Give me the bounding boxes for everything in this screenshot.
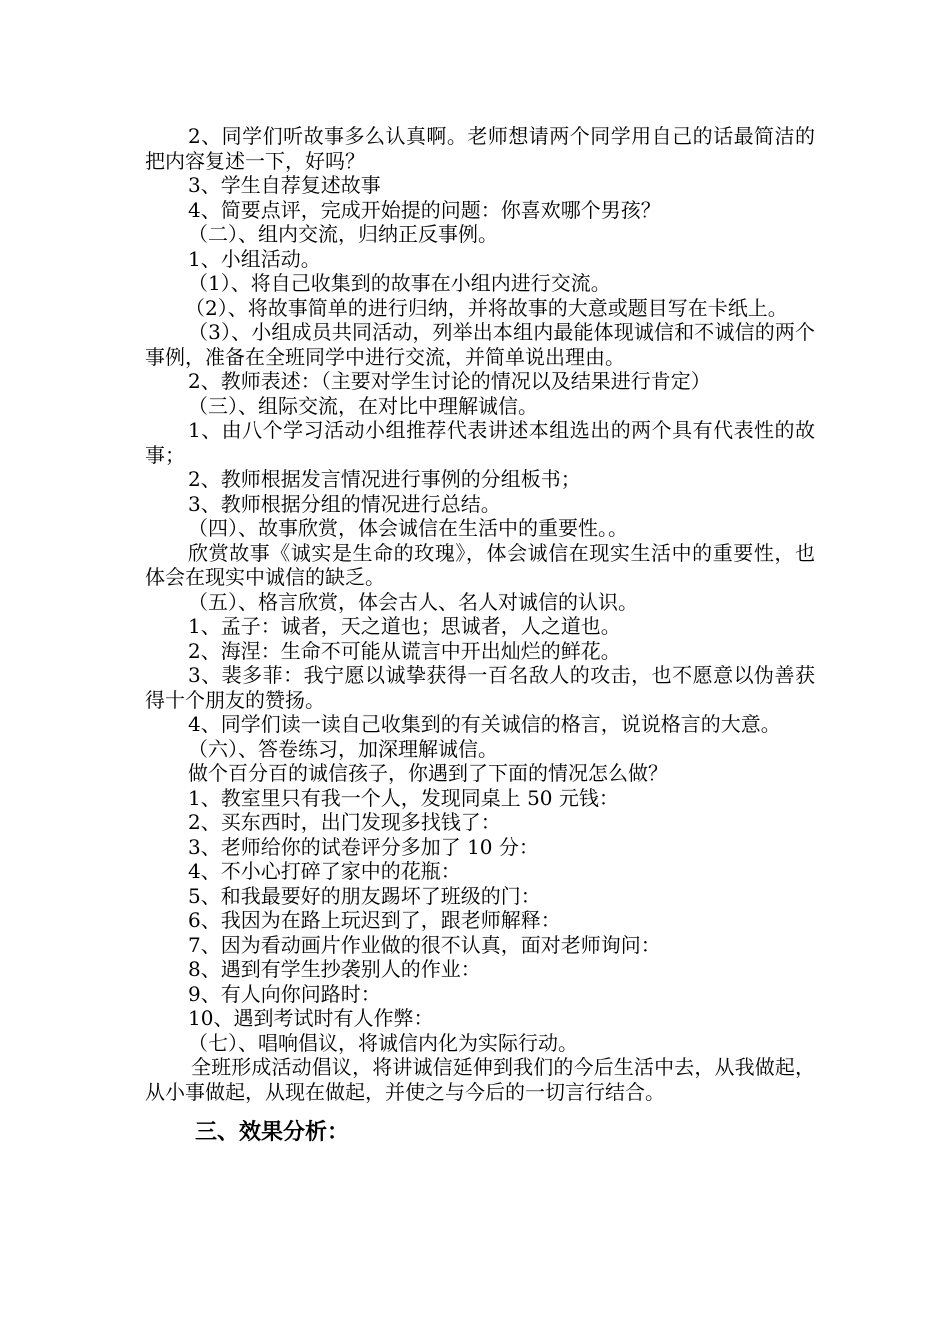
paragraph: 3、学生自荐复述故事 [188,173,381,197]
paragraph: （3）、小组成员共同活动，列举出本组内最能体现诚信和不诚信的两个事例，准备在全班同学中进行交流，并简单说出理由。 [145,320,815,369]
paragraph: （二）、组内交流，归纳正反事例。 [188,222,498,246]
paragraph: 1、小组活动。 [188,246,321,271]
paragraph: 2、买东西时，出门发现多找钱了： [188,810,501,834]
paragraph: （六）、答卷练习，加深理解诚信。 [188,736,498,761]
paragraph: （三）、组际交流，在对比中理解诚信。 [188,393,538,418]
paragraph: 5、和我最要好的朋友踢坏了班级的门： [188,883,541,908]
paragraph: （七）、唱响倡议，将诚信内化为实际行动。 [188,1030,578,1055]
paragraph: 全班形成活动倡议，将讲诚信延伸到我们的今后生活中去，从我做起，从小事做起，从现在做起，并使之与今后的一切言行结合。 [145,1055,815,1104]
paragraph: 3、教师根据分组的情况进行总结。 [188,491,501,516]
paragraph: 2、海涅：生命不可能从谎言中开出灿烂的鲜花。 [188,638,621,663]
paragraph: 2、同学们听故事多么认真啊。老师想请两个同学用自己的话最简洁的把内容复述一下，好吗？ [145,124,815,173]
paragraph: （四）、故事欣赏，体会诚信在生活中的重要性。。 [188,516,628,540]
document-body [145,124,815,1104]
paragraph: 8、遇到有学生抄袭别人的作业： [188,957,481,981]
section-heading: 三、效果分析： [195,1120,350,1145]
paragraph: 做个百分百的诚信孩子，你遇到了下面的情况怎么做？ [188,761,668,785]
paragraph: 4、简要点评，完成开始提的问题：你喜欢哪个男孩？ [188,197,661,222]
paragraph: 2、教师根据发言情况进行事例的分组板书； [188,467,581,491]
paragraph: 1、教室里只有我一个人，发现同桌上 50 元钱： [188,785,619,810]
paragraph: 7、因为看动画片作业做的很不认真，面对老师询问： [188,932,661,957]
paragraph: （1）、将自己收集到的故事在小组内进行交流。 [188,271,611,295]
paragraph: 4、不小心打碎了家中的花瓶： [188,859,461,883]
paragraph: （2）、将故事简单的进行归纳，并将故事的大意或题目写在卡纸上。 [185,295,788,320]
paragraph: 2、教师表述：（主要对学生讨论的情况以及结果进行肯定） [188,369,711,393]
paragraph: 9、有人向你问路时： [188,981,381,1006]
paragraph: 3、裴多菲：我宁愿以诚挚获得一百名敌人的攻击，也不愿意以伪善获得十个朋友的赞扬。 [145,663,815,712]
paragraph: 欣赏故事《诚实是生命的玫瑰》，体会诚信在现实生活中的重要性，也体会在现实中诚信的缺乏。 [145,540,815,589]
paragraph: 1、孟子：诚者，天之道也；思诚者，人之道也。 [188,614,621,638]
paragraph: 6、我因为在路上玩迟到了，跟老师解释： [188,908,561,932]
paragraph: 1、由八个学习活动小组推荐代表讲述本组选出的两个具有代表性的故事； [145,418,815,467]
paragraph: 4、同学们读一读自己收集到的有关诚信的格言，说说格言的大意。 [188,712,781,736]
paragraph: 3、老师给你的试卷评分多加了 10 分： [188,834,539,859]
paragraph: 10、遇到考试时有人作弊： [188,1006,434,1030]
paragraph: （五）、格言欣赏，体会古人、名人对诚信的认识。 [188,589,638,614]
document-page [145,124,815,1148]
